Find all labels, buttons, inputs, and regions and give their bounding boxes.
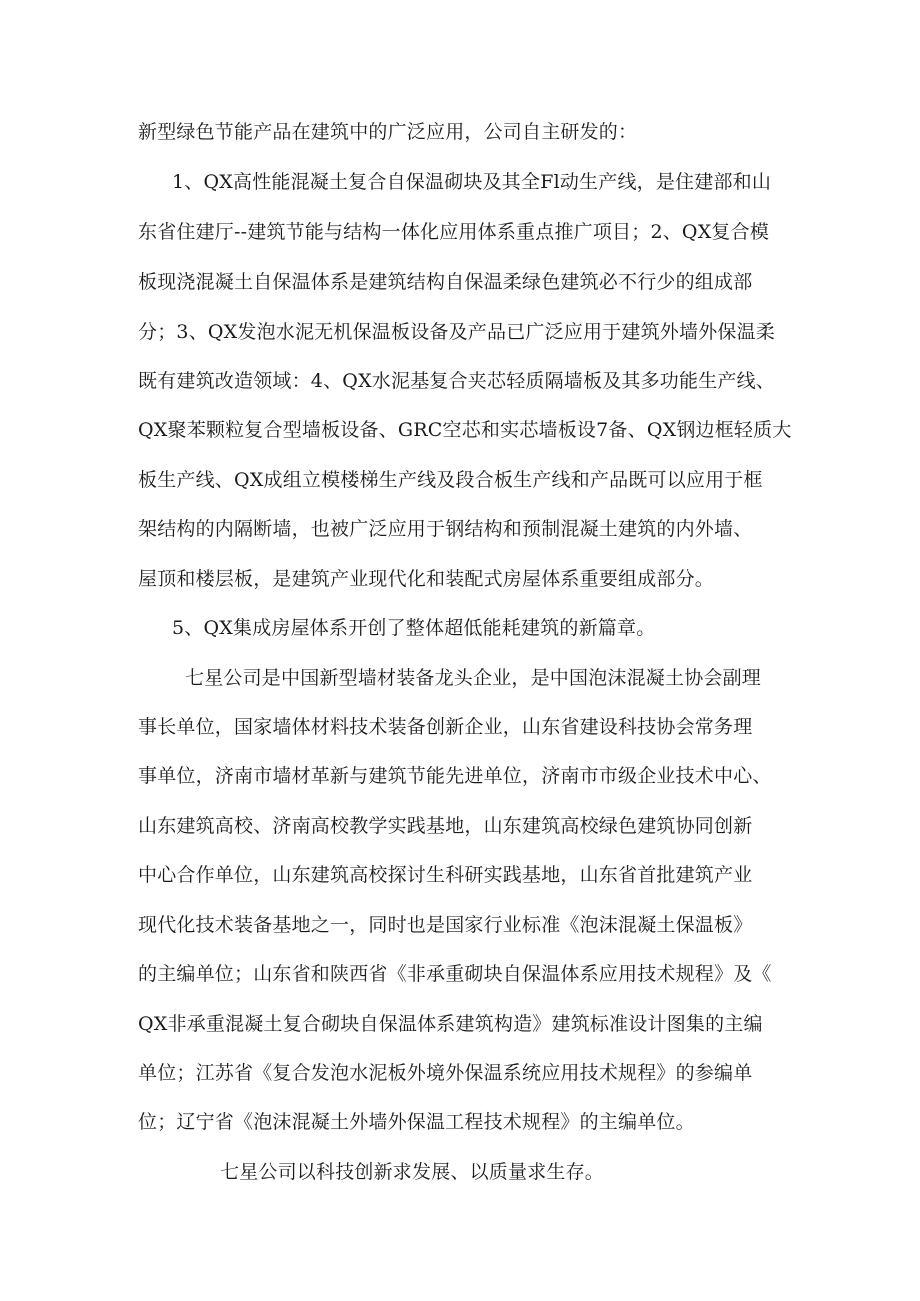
text-line: 的主编单位；山东省和陕西省《非承重砌块自保温体系应用技术规程》及《	[138, 963, 772, 985]
text-line: 单位；江苏省《复合发泡水泥板外境外保温系统应用技术规程》的参编单	[138, 1062, 753, 1084]
text-line: 既有建筑改造领域：4、QX水泥基复合夹芯轻质隔墙板及其多功能生产线、	[138, 370, 775, 392]
text-line-closing: 七星公司以科技创新求发展、以质量求生存。	[220, 1161, 605, 1183]
text-line: 位；辽宁省《泡沫混凝土外墙外保温工程技术规程》的主编单位。	[138, 1111, 695, 1133]
text-line: 现代化技术装备基地之一，同时也是国家行业标准《泡沫混凝土保温板》	[138, 914, 753, 936]
text-line: QX非承重混凝土复合砌块自保温体系建筑构造》建筑标准设计图集的主编	[138, 1013, 763, 1035]
text-line-company-intro: 七星公司是中国新型墙材装备龙头企业，是中国泡沫混凝土协会副理	[185, 667, 762, 689]
text-line: 东省住建厅--建筑节能与结构一体化应用体系重点推广项目；2、QX复合模	[138, 221, 770, 243]
text-line-item1-start: 1、QX高性能混凝土复合自保温砌块及其全Fl动生产线，是住建部和山	[172, 171, 772, 193]
text-line: 事长单位，国家墙体材料技术装备创新企业，山东省建设科技协会常务理	[138, 716, 753, 738]
text-line: 屋顶和楼层板，是建筑产业现代化和装配式房屋体系重要组成部分。	[138, 568, 715, 590]
text-line: 山东建筑高校、济南高校教学实践基地，山东建筑高校绿色建筑协同创新	[138, 815, 753, 837]
text-line-item5: 5、QX集成房屋体系开创了整体超低能耗建筑的新篇章。	[172, 617, 656, 639]
text-line: 中心合作单位，山东建筑高校探讨生科研实践基地，山东省首批建筑产业	[138, 864, 753, 886]
text-line: 板生产线、QX成组立模楼梯生产线及段合板生产线和产品既可以应用于框	[138, 469, 763, 491]
text-line: QX聚苯颗粒复合型墙板设备、GRC空芯和实芯墙板设7备、QX钢边框轻质大	[138, 419, 792, 441]
text-line: 板现浇混凝土自保温体系是建筑结构自保温柔绿色建筑必不行少的组成部	[138, 271, 753, 293]
text-line: 事单位，济南市墙材革新与建筑节能先进单位，济南市市级企业技术中心、	[138, 765, 772, 787]
text-line-intro: 新型绿色节能产品在建筑中的广泛应用，公司自主研发的：	[138, 121, 638, 143]
text-line: 架结构的内隔断墙，也被广泛应用于钢结构和预制混凝土建筑的内外墙、	[138, 518, 753, 540]
text-line: 分；3、QX发泡水泥无机保温板设备及产品已广泛应用于建筑外墙外保温柔	[138, 321, 775, 343]
